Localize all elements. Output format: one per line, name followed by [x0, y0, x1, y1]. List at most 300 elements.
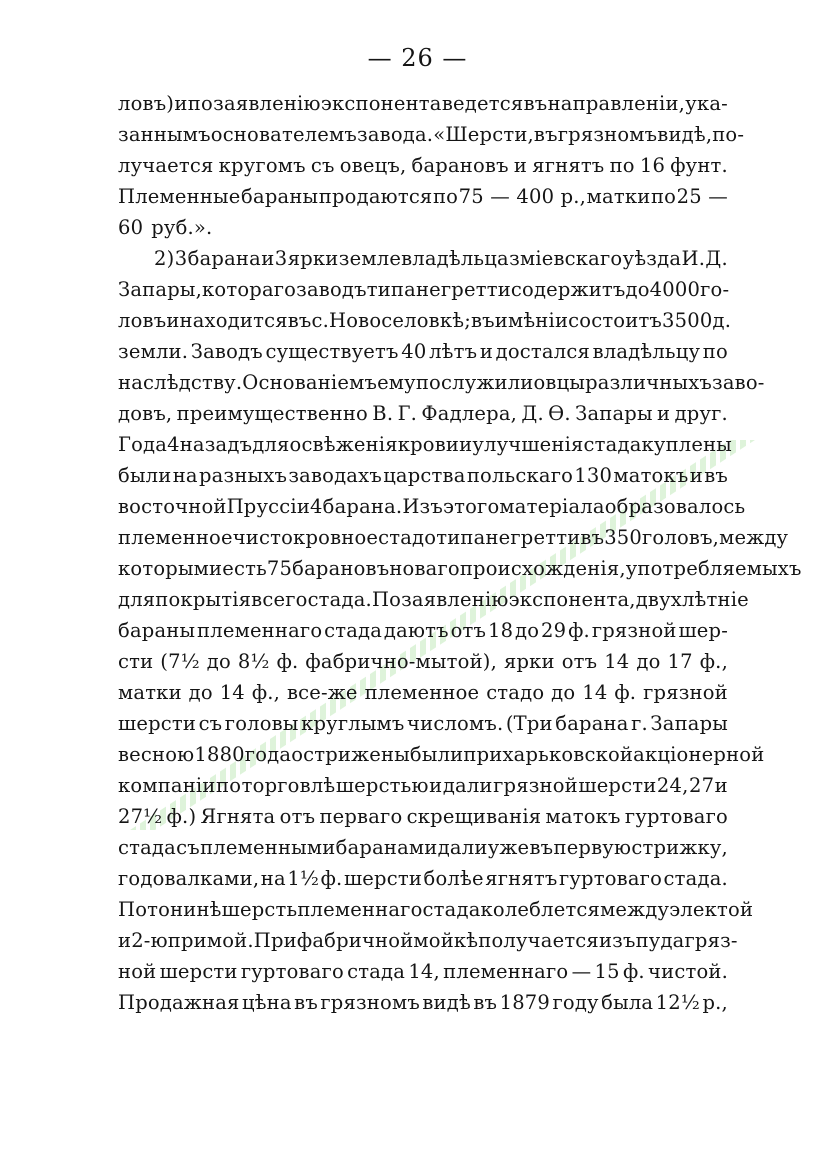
text-line — [118, 398, 728, 429]
word: 3500 — [662, 309, 713, 332]
word: ягнятъ — [485, 867, 558, 890]
word: преимущественно — [176, 402, 368, 425]
word: 15 — [594, 960, 620, 983]
word: стада — [118, 836, 176, 859]
word: примой. — [167, 929, 254, 952]
word: до — [636, 650, 661, 673]
word: барановъ — [411, 154, 509, 177]
page-number: — 26 — — [367, 44, 468, 72]
word: стадо — [378, 526, 437, 549]
word: с. — [311, 309, 330, 332]
text-line — [118, 243, 728, 274]
word: скрещиванія — [406, 805, 542, 828]
word: матокъ — [613, 464, 689, 487]
word: 75 — [266, 557, 293, 580]
word: грязной — [643, 681, 728, 704]
word: покрытія — [155, 588, 252, 611]
word: ловъ — [118, 309, 167, 332]
word: Запары — [650, 712, 728, 735]
text-line — [118, 367, 765, 398]
word: Продажная — [118, 991, 240, 1014]
word: грязномъ — [320, 991, 420, 1014]
word: Заводъ — [190, 340, 263, 363]
word: отъ — [450, 619, 487, 642]
word: направленіи, — [547, 92, 686, 115]
text-line — [118, 522, 789, 553]
word: шерсть — [221, 898, 298, 921]
word: 4000 — [649, 278, 701, 301]
word: 14 — [582, 681, 608, 704]
word: съ — [198, 712, 223, 735]
word: находится — [179, 309, 288, 332]
word: 1879 — [499, 991, 551, 1014]
word: съ — [176, 836, 200, 859]
word: разныхъ — [198, 464, 288, 487]
word: 27 — [688, 774, 715, 797]
word: 25 — — [676, 185, 728, 208]
word: перваго — [319, 805, 403, 828]
text-line — [118, 708, 728, 739]
text-line — [118, 119, 745, 150]
word: барановъ — [292, 557, 390, 580]
word: до — [551, 681, 576, 704]
word: дали — [442, 774, 493, 797]
word: И. — [681, 247, 706, 270]
text-line — [118, 491, 746, 522]
text-line — [118, 150, 728, 181]
word: 130 — [574, 464, 613, 487]
word: до — [515, 619, 540, 642]
word: баранами — [335, 836, 438, 859]
word: По — [118, 898, 148, 921]
word: заявленію — [213, 92, 321, 115]
word: была — [601, 991, 654, 1014]
word: этого — [443, 495, 500, 518]
word: въ — [523, 92, 548, 115]
word: мойкѣ — [413, 929, 479, 952]
word: фабрично-мытой), — [305, 650, 497, 673]
word: Года — [118, 433, 168, 456]
word: ф. — [568, 619, 590, 642]
word: друг. — [674, 402, 728, 425]
word: уже — [487, 836, 530, 859]
word: В. — [372, 402, 394, 425]
word: барана — [187, 247, 261, 270]
word: заннымъ — [118, 123, 211, 146]
word: даютъ — [383, 619, 449, 642]
word: экспонента — [320, 92, 442, 115]
word: стадо — [486, 681, 545, 704]
text-line — [118, 212, 728, 243]
word: бараны — [241, 185, 319, 208]
word: племеннаго — [197, 619, 323, 642]
word: гуртоваго — [624, 805, 728, 828]
word: были — [409, 743, 464, 766]
word: Запары — [575, 402, 653, 425]
word: съ — [310, 154, 335, 177]
word: землевладѣльца — [338, 247, 509, 270]
word: акціонерной — [633, 743, 765, 766]
text-line — [118, 615, 728, 646]
word: шерсти — [118, 712, 197, 735]
word: получается — [478, 929, 599, 952]
word: ему — [377, 371, 416, 394]
word: при — [463, 743, 503, 766]
document-body-text — [118, 88, 802, 1018]
word: 27½ — [118, 805, 163, 828]
word: послужили — [415, 371, 534, 394]
word: кругомъ — [218, 154, 306, 177]
word: фабричной — [296, 929, 414, 952]
word: грязномъ — [557, 123, 658, 146]
word: которыми — [118, 557, 223, 580]
text-line — [118, 460, 728, 491]
text-line — [118, 863, 728, 894]
word: происхожденія, — [459, 557, 626, 580]
word: имѣніи — [494, 309, 569, 332]
word: котораго — [202, 278, 297, 301]
word: между — [600, 898, 670, 921]
word: тонинѣ — [147, 898, 222, 921]
word: ука- — [685, 92, 728, 115]
word: заводахъ — [288, 464, 382, 487]
word: отъ — [561, 650, 598, 673]
word: племенными — [200, 836, 336, 859]
text-line — [118, 832, 728, 863]
word: фунт. — [670, 154, 728, 177]
word: отъ — [279, 805, 316, 828]
word: и — [166, 309, 180, 332]
word: по- — [712, 123, 745, 146]
word: польскаго — [466, 464, 574, 487]
word: и — [459, 433, 473, 456]
word: г. — [631, 712, 648, 735]
word: заво- — [712, 371, 765, 394]
word: дали — [437, 836, 488, 859]
word: негретти — [485, 526, 581, 549]
word: различныхъ — [585, 371, 713, 394]
word: гуртоваго — [558, 867, 663, 890]
word: на — [260, 867, 286, 890]
word: въ — [470, 309, 495, 332]
word: племенное — [364, 681, 480, 704]
word: 3 — [274, 247, 288, 270]
word: племеннаго — [443, 960, 569, 983]
word: и — [174, 92, 188, 115]
word: и — [689, 464, 703, 487]
word: матеріала — [499, 495, 605, 518]
word: завода. — [356, 123, 434, 146]
word: чистой. — [648, 960, 728, 983]
word: компаніи — [118, 774, 216, 797]
word: При — [253, 929, 297, 952]
word: 40 — [401, 340, 427, 363]
word: ягнятъ — [532, 154, 605, 177]
word: наслѣдству. — [118, 371, 243, 394]
word: стада — [324, 619, 383, 642]
word: царства — [383, 464, 466, 487]
word: шерстью — [335, 774, 429, 797]
word: по — [702, 340, 728, 363]
word: 4 — [310, 495, 323, 518]
word: до — [188, 681, 213, 704]
word: (Три — [505, 712, 553, 735]
word: числомъ. — [407, 712, 504, 735]
word: шерсти — [578, 774, 657, 797]
word: ф. — [614, 681, 637, 704]
word: 1880 — [194, 743, 245, 766]
word: ловъ) — [118, 92, 175, 115]
word: и — [657, 402, 671, 425]
word: сти — [118, 650, 154, 673]
word: новаго — [389, 557, 460, 580]
word: освѣженія — [289, 433, 398, 456]
word: лѣтъ — [429, 340, 478, 363]
word: и — [429, 774, 443, 797]
word: электой — [669, 898, 754, 921]
word: чистокровное — [232, 526, 379, 549]
word: Фадлера, — [421, 402, 518, 425]
word: племеннаго — [297, 898, 423, 921]
word: 4 — [167, 433, 180, 456]
word: Г. — [397, 402, 418, 425]
word: болѣе — [423, 867, 484, 890]
word: 16 — [639, 154, 666, 177]
word: и — [513, 154, 528, 177]
word: уѣзда — [622, 247, 682, 270]
word: въ — [580, 526, 605, 549]
word: основателемъ — [210, 123, 357, 146]
word: ф. — [276, 650, 299, 673]
word: Основаніемъ — [242, 371, 378, 394]
word: бараны — [118, 619, 196, 642]
word: въ — [533, 123, 558, 146]
word: употребляемыхъ — [625, 557, 802, 580]
word: и — [261, 247, 275, 270]
word: 350 — [604, 526, 643, 549]
word: первую — [553, 836, 632, 859]
word: достался — [495, 340, 590, 363]
word: по — [609, 154, 635, 177]
word: Племенные — [118, 185, 241, 208]
word: 3 — [174, 247, 188, 270]
word: 12½ — [655, 991, 700, 1014]
word: ф.) — [166, 805, 197, 828]
word: продаются — [318, 185, 433, 208]
word: ной — [118, 960, 157, 983]
word: стрижку, — [631, 836, 728, 859]
text-line — [118, 553, 802, 584]
word: 18 — [487, 619, 514, 642]
word: въ — [294, 991, 318, 1014]
word: по — [432, 185, 459, 208]
word: ф. — [622, 960, 645, 983]
word: матки — [586, 185, 651, 208]
word: въ — [529, 836, 554, 859]
word: зміевскаго — [509, 247, 623, 270]
word: изъ — [598, 929, 636, 952]
word: Д. — [521, 402, 544, 425]
word: колеблется — [480, 898, 601, 921]
word: видѣ — [422, 991, 471, 1014]
word: 17 — [667, 650, 693, 673]
word: по — [187, 92, 213, 115]
word: стада — [422, 898, 481, 921]
word: шерсти — [343, 867, 423, 890]
text-line — [118, 646, 728, 677]
text-line — [118, 770, 728, 801]
word: по — [216, 774, 242, 797]
word: до — [625, 278, 650, 301]
text-line — [118, 956, 728, 987]
word: 14, — [408, 960, 440, 983]
text-line — [118, 429, 733, 460]
word: барана. — [322, 495, 403, 518]
word: р., — [702, 991, 728, 1014]
word: «Шерсти, — [433, 123, 534, 146]
text-line — [118, 894, 754, 925]
word: стада — [347, 960, 406, 983]
word: ф., — [699, 650, 728, 673]
word: ф. — [320, 867, 343, 890]
word: грязной — [591, 619, 677, 642]
word: руб.». — [151, 216, 213, 239]
word: все-же — [286, 681, 358, 704]
word: головъ, — [642, 526, 720, 549]
word: типа — [436, 526, 486, 549]
word: въ — [473, 991, 498, 1014]
word: экспонента, — [508, 588, 636, 611]
word: Запары, — [118, 278, 202, 301]
word: барана — [555, 712, 629, 735]
word: харьковской — [502, 743, 634, 766]
word: 8½ — [237, 650, 270, 673]
word: до — [206, 650, 231, 673]
word: цѣна — [241, 991, 292, 1014]
word: и — [714, 774, 728, 797]
word: заводъ — [296, 278, 367, 301]
word: между — [719, 526, 789, 549]
word: круглымъ — [301, 712, 405, 735]
word: восточной — [118, 495, 227, 518]
word: стада. — [307, 588, 372, 611]
word: состоитъ — [568, 309, 663, 332]
word: видѣ, — [657, 123, 713, 146]
word: были — [118, 464, 172, 487]
word: году — [552, 991, 599, 1014]
word: куплены — [641, 433, 733, 456]
word: Ягнята — [200, 805, 276, 828]
word: матки — [118, 681, 182, 704]
word: матокъ — [545, 805, 621, 828]
word: и — [118, 929, 132, 952]
text-line — [118, 181, 728, 212]
word: 29 — [541, 619, 567, 642]
word: 60 — [118, 216, 144, 239]
word: — — [571, 960, 592, 983]
word: го- — [700, 278, 730, 301]
word: негретти — [415, 278, 511, 301]
word: 2) — [154, 247, 175, 270]
word: Пруссіи — [226, 495, 311, 518]
word: 14 — [604, 650, 630, 673]
word: 75 — 400 р., — [458, 185, 587, 208]
word: 14 — [219, 681, 245, 704]
word: шер- — [678, 619, 728, 642]
word: и — [479, 340, 494, 363]
text-line — [118, 584, 749, 615]
word: пуда — [635, 929, 685, 952]
word: крови — [397, 433, 460, 456]
word: острижены — [291, 743, 410, 766]
word: ведется — [441, 92, 524, 115]
word: ярки — [287, 247, 339, 270]
word: улучшенія — [472, 433, 584, 456]
word: существуетъ — [265, 340, 399, 363]
text-line — [118, 336, 728, 367]
word: типа — [366, 278, 416, 301]
word: гуртоваго — [240, 960, 344, 983]
word: земли. — [118, 340, 189, 363]
word: Новоселовкѣ; — [329, 309, 471, 332]
word: торговлѣ — [241, 774, 336, 797]
word: овецъ, — [339, 154, 407, 177]
word: года — [244, 743, 292, 766]
word: 24, — [656, 774, 689, 797]
word: заявленію — [401, 588, 509, 611]
word: По — [371, 588, 402, 611]
word: племенное — [118, 526, 233, 549]
word: шерсти — [159, 960, 238, 983]
word: въ — [704, 464, 728, 487]
word: грязной — [493, 774, 578, 797]
word: въ — [287, 309, 312, 332]
word: ф., — [251, 681, 281, 704]
text-line — [118, 925, 738, 956]
word: довъ, — [118, 402, 173, 425]
word: владѣльцу — [592, 340, 701, 363]
text-line — [118, 305, 732, 336]
text-line — [118, 987, 728, 1018]
word: гряз- — [684, 929, 738, 952]
word: 1½ — [287, 867, 320, 890]
text-line — [118, 274, 728, 305]
word: овцы — [533, 371, 586, 394]
word: Изъ — [402, 495, 443, 518]
word: стада — [583, 433, 642, 456]
text-line — [118, 88, 728, 119]
word: годовалками, — [118, 867, 260, 890]
text-line — [118, 739, 765, 770]
word: двухлѣтніе — [635, 588, 749, 611]
word: д. — [712, 309, 732, 332]
text-line — [118, 677, 728, 708]
word: образовалось — [604, 495, 746, 518]
word: на — [172, 464, 198, 487]
word: ярки — [503, 650, 555, 673]
word: головы — [224, 712, 299, 735]
word: есть — [222, 557, 267, 580]
word: всего — [251, 588, 308, 611]
word: стада. — [663, 867, 728, 890]
word: лучается — [118, 154, 214, 177]
word: для — [252, 433, 290, 456]
word: содержитъ — [510, 278, 626, 301]
text-line — [118, 801, 728, 832]
word: 2-ю — [131, 929, 168, 952]
word: Д. — [705, 247, 728, 270]
word: по — [650, 185, 677, 208]
